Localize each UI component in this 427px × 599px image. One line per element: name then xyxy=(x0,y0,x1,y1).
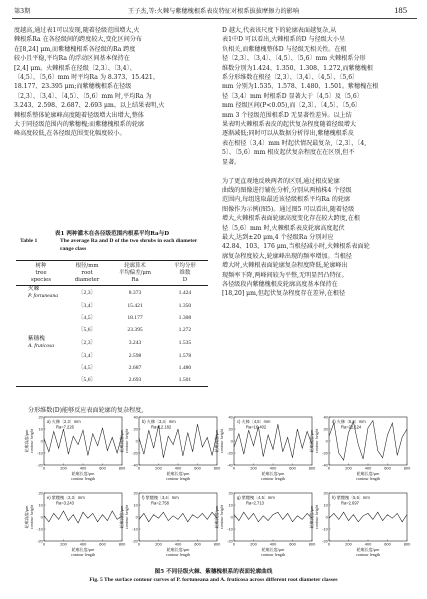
table-row xyxy=(16,286,208,301)
figure-caption-en: Fig. 5 The surface contour curves of P. fortuneana and A. fruticosa across different root diameter classes xyxy=(89,577,338,583)
text-line: 在[8,24] μm,而紫穗槐根系各径级的Ra 跨度 xyxy=(14,45,136,53)
header-diameter-text: 根径/mm root diameter xyxy=(74,263,100,283)
figure-5 xyxy=(0,409,427,567)
panel-ra-e: Ra=3.243 xyxy=(56,500,74,506)
text-line: 18.177、23.395 μm;而紫穗槐根系在径级 xyxy=(14,83,132,91)
x-tick-label: 800 xyxy=(403,465,411,471)
header-diameter xyxy=(66,261,108,286)
text-line: 增大时,火棘根表面轮廓复杂程度降低,轮廓峰出 xyxy=(222,262,348,270)
contour-line-f xyxy=(139,512,217,522)
y-tick-label: -20 xyxy=(132,538,138,544)
cell-ra: 8.373 xyxy=(128,290,142,297)
header-species xyxy=(16,261,66,286)
y-tick-label: -20 xyxy=(322,538,328,544)
cell-diameter: 〔2,3〕 xyxy=(77,340,97,347)
y-axis-label-zh: 轮廓高度/μm xyxy=(309,505,314,529)
x-axis-label-en: contour length xyxy=(165,552,191,557)
x-axis-label-en: contour length xyxy=(355,552,381,557)
y-tick-label: 20 xyxy=(323,426,328,432)
table-row xyxy=(16,324,208,336)
contour-line-h xyxy=(329,512,407,522)
x-axis-label-zh: 轮廓长度/μm xyxy=(71,471,95,476)
x-axis-label-en: contour length xyxy=(70,552,96,557)
y-axis-label-zh: 轮廓高度/μm xyxy=(214,505,219,529)
y-axis-label-en: contour height xyxy=(124,504,129,530)
y-tick-label: 10 xyxy=(38,502,43,508)
x-tick-label: 800 xyxy=(403,541,411,547)
y-tick-label: 20 xyxy=(133,426,138,432)
y-tick-label: 20 xyxy=(228,426,233,432)
text-line: 负相关,而紫穗槐整体D 与径级无相关性。在根 xyxy=(222,45,347,53)
table-row xyxy=(16,350,208,362)
cell-ra: 3.243 xyxy=(128,340,142,347)
y-tick-label: 0 xyxy=(135,514,138,520)
x-axis-label-zh: 轮廓长度/μm xyxy=(356,471,380,476)
cell-d: 1.501 xyxy=(162,374,208,387)
issue-number: 第3期 xyxy=(14,8,31,15)
text-line: D 越大,代表该尺度下的轮廓表面越复杂,从 xyxy=(222,27,337,34)
x-axis-label-en: contour length xyxy=(260,476,286,481)
x-tick-label: 400 xyxy=(79,541,87,547)
text-line: 现频率下降,两峰间较为平整,无明显凹凸特征。 xyxy=(222,271,348,279)
x-tick-label: 800 xyxy=(308,541,316,547)
x-tick-label: 400 xyxy=(269,465,277,471)
y-tick-label: 20 xyxy=(133,490,138,496)
text-line: 表在根径〔3,4〕mm 时起伏情况最复杂,〔2,3〕、〔4, xyxy=(222,139,367,147)
cell-species xyxy=(16,286,66,301)
text-line: 5〕、〔5,6〕mm 根皮起伏复杂程度在在区别,但不 xyxy=(222,149,355,157)
cell-ra: 2.687 xyxy=(128,365,142,372)
x-tick-label: 600 xyxy=(384,465,391,471)
cell-species xyxy=(16,312,66,324)
x-tick-label: 0 xyxy=(327,541,331,547)
y-tick-label: 20 xyxy=(38,490,43,496)
table-title-en-text: The average Ra and D of the two shrubs in each diameter range class xyxy=(60,238,198,252)
panel-title-f: f) 紫穗槐〔3,4〕mm xyxy=(142,495,179,500)
x-tick-label: 0 xyxy=(232,541,236,547)
x-axis-label-zh: 轮廓长度/μm xyxy=(261,547,285,552)
x-tick-label: 0 xyxy=(137,465,141,471)
y-tick-label: 20 xyxy=(323,490,328,496)
x-axis-label-en: contour length xyxy=(165,476,191,481)
y-tick-label: 0 xyxy=(40,514,43,520)
text-line: 径〔5,6〕mm 时,火棘根系表皮轮廓高度起伏 xyxy=(222,224,345,232)
text-line: 显著。 xyxy=(222,158,241,166)
figure-lead-text-content: 分形维数(D)能够反应表面轮廓的复杂程度, xyxy=(28,407,144,414)
table-row xyxy=(16,300,208,312)
x-tick-label: 400 xyxy=(364,541,372,547)
contour-line-e xyxy=(44,511,122,523)
text-line: 廓复杂程度较大,轮廓峰出现的频率增加。当根径 xyxy=(222,252,352,260)
table-row xyxy=(16,362,208,374)
cell-d: 1.424 xyxy=(178,290,192,297)
text-line: 图像作为示例(图5)。通过图5 可以看出,随着径级 xyxy=(222,205,355,213)
x-tick-label: 0 xyxy=(327,465,331,471)
panel-title-a: a) 火棘〔2,3〕mm xyxy=(47,419,81,424)
x-tick-label: 600 xyxy=(194,465,201,471)
y-tick-label: -20 xyxy=(322,450,328,456)
page-number: 185 xyxy=(394,5,407,15)
y-tick-label: -10 xyxy=(37,526,43,532)
table-row xyxy=(16,374,208,387)
cell-diameter: 〔5,6〕 xyxy=(77,327,97,334)
y-tick-label: 0 xyxy=(325,438,328,444)
x-tick-label: 200 xyxy=(60,541,67,547)
y-axis-label-zh: 轮廓高度/μm xyxy=(24,429,29,453)
species-name-latin: A. fruticosa xyxy=(28,343,55,350)
panel-title-b: b) 火棘〔3,4〕mm xyxy=(142,419,176,424)
x-tick-label: 400 xyxy=(174,541,182,547)
x-axis-label-en: contour length xyxy=(260,552,286,557)
x-axis-label-en: contour length xyxy=(355,476,381,481)
y-tick-label: -20 xyxy=(37,462,43,468)
x-tick-label: 0 xyxy=(232,465,236,471)
header-ra-text: 轮廓算术 平均偏差/μm Ra xyxy=(119,263,152,283)
text-line: mm 3 个径级范围根系D 无显著性差异。以上结 xyxy=(222,111,352,119)
y-axis-label-zh: 轮廓高度/μm xyxy=(214,429,219,453)
x-axis-label-zh: 轮廓长度/μm xyxy=(261,471,285,476)
left-column-text xyxy=(14,26,210,139)
panel-ra-a: Ra=7.226 xyxy=(56,424,74,430)
y-tick-label: 40 xyxy=(228,414,233,420)
cell-ra: 18.177 xyxy=(127,315,143,322)
header-ra xyxy=(108,261,162,286)
running-title: 王子杰,等:火棘与紫穗槐根系表皮特征对根系拔拔摩擦力的影响 xyxy=(127,8,300,15)
cell-ra: 2.693 xyxy=(108,374,162,387)
y-tick-label: -10 xyxy=(132,526,138,532)
x-tick-label: 400 xyxy=(269,541,277,547)
cell-d: 1.350 xyxy=(178,303,192,310)
table-title-zh: 表1 两种灌木在各径级范围内根系平均Ra与D xyxy=(54,231,170,237)
panel-ra-f: Ra=2.758 xyxy=(151,500,169,506)
x-axis-label-zh: 轮廓长度/μm xyxy=(71,547,95,552)
x-tick-label: 400 xyxy=(364,465,372,471)
cell-d: 1.578 xyxy=(178,353,192,360)
y-tick-label: 0 xyxy=(40,438,43,444)
text-line: 径〔3,4〕mm 时根系D 显著大于〔4,5〕及〔5,6〕 xyxy=(222,92,363,100)
text-line: 维数分别为1.424、1.350、1.308、1.272,而紫穗槐根 xyxy=(222,64,373,72)
x-tick-label: 0 xyxy=(137,541,141,547)
header-d-text: 平均分形 维数 D xyxy=(174,263,196,283)
x-axis-label-zh: 轮廓长度/μm xyxy=(356,547,380,552)
cell-diameter: 〔3,4〕 xyxy=(77,303,97,310)
x-tick-label: 600 xyxy=(194,541,201,547)
text-line: 果表明火棘根系表皮的起伏复杂程度随着径级增大 xyxy=(222,121,357,129)
y-axis-label-en: contour height xyxy=(314,504,319,530)
text-line xyxy=(222,167,418,176)
text-line: 逐渐减低;同时可以从数据分析得出,紫穗槐根系皮 xyxy=(222,130,354,138)
cell-species xyxy=(16,374,66,387)
text-line: 各径级段内紫穗槐根皮轮廓高度基本保持在 xyxy=(222,280,338,288)
text-line: 42.84、103、176 μm,当根径减小时,火棘根系表面轮 xyxy=(222,243,370,251)
y-tick-label: 40 xyxy=(323,414,328,420)
x-tick-label: 0 xyxy=(42,541,46,547)
y-tick-label: 20 xyxy=(228,490,233,496)
x-tick-label: 600 xyxy=(384,541,391,547)
panel-title-c: c) 火棘〔4,5〕mm xyxy=(237,419,271,424)
cell-species xyxy=(16,336,66,350)
x-tick-label: 200 xyxy=(250,541,257,547)
y-axis-label-zh: 轮廓高度/μm xyxy=(119,429,124,453)
header-rule xyxy=(12,18,417,19)
panel-ra-d: Ra=22.124 xyxy=(341,424,362,430)
y-tick-label: -40 xyxy=(132,462,138,468)
y-tick-label: 10 xyxy=(133,502,138,508)
cell-d: 1.535 xyxy=(178,340,192,347)
x-axis-label-en: contour length xyxy=(70,476,96,481)
text-line: [18,20] μm,但起伏复杂程度存在差异,在根径 xyxy=(222,290,346,298)
y-tick-label: 0 xyxy=(230,514,233,520)
panel-ra-c: Ra=16.402 xyxy=(246,424,267,430)
y-tick-label: -10 xyxy=(322,526,328,532)
cell-d: 1.272 xyxy=(178,327,192,334)
contour-line-g xyxy=(234,512,312,522)
x-tick-label: 400 xyxy=(174,465,182,471)
y-axis-label-en: contour height xyxy=(29,504,34,530)
text-line: 棘根系Ra 在各径级间的跨度较大,变化区间分布 xyxy=(14,36,143,44)
table-1 xyxy=(16,260,208,387)
contour-line-a xyxy=(44,428,122,456)
y-axis-label-en: contour height xyxy=(219,504,224,530)
y-tick-label: 10 xyxy=(228,502,233,508)
text-line: mm 分别为1.535、1.578、1.480、1.501。紫穗槐在根 xyxy=(222,83,379,91)
x-tick-label: 600 xyxy=(289,465,296,471)
table-row xyxy=(16,312,208,324)
text-line: 径〔2,3〕、〔3,4〕、〔4,5〕、〔5,6〕mm 火棘根系分形 xyxy=(222,55,366,63)
text-line: 峰高度较低,在各径级范围变化幅度较小。 xyxy=(14,130,126,138)
cell-species xyxy=(16,324,66,336)
x-tick-label: 600 xyxy=(99,541,106,547)
text-line: 〔2,3〕、〔3,4〕、〔4,5〕、〔5,6〕mm 时,平均Ra 为 xyxy=(14,92,152,100)
y-tick-label: -40 xyxy=(227,462,233,468)
x-tick-label: 200 xyxy=(250,465,257,471)
x-tick-label: 200 xyxy=(60,465,67,471)
species-name-zh: 紫穗槐 xyxy=(28,336,45,343)
text-line: 增大,火棘根系表面轮廓高度变化存在较大跨度,在根 xyxy=(222,215,360,223)
panel-title-h: h) 紫穗槐〔5,6〕mm xyxy=(332,495,370,500)
x-tick-label: 600 xyxy=(99,465,106,471)
y-tick-label: 10 xyxy=(38,426,43,432)
cell-species xyxy=(16,362,66,374)
x-tick-label: 800 xyxy=(118,541,126,547)
cell-d: 1.308 xyxy=(178,315,192,322)
panel-title-d: d) 火棘〔5,6〕mm xyxy=(332,419,366,424)
y-axis-label-en: contour height xyxy=(29,428,34,454)
species-name-latin: P. fortuneana xyxy=(28,293,59,300)
table-label-en: Table 1 xyxy=(20,238,38,244)
x-tick-label: 0 xyxy=(42,465,46,471)
cell-ra: 2.598 xyxy=(128,353,142,360)
y-tick-label: 0 xyxy=(325,514,328,520)
x-tick-label: 200 xyxy=(155,541,162,547)
y-tick-label: -20 xyxy=(132,450,138,456)
text-line: [2,4] μm。火棘根系在径级〔2,3〕、〔3,4〕、 xyxy=(14,64,136,72)
species-name-zh: 火棘 xyxy=(28,286,40,293)
text-line: 为了更直观地反映两者的区别,通过根皮轮廓 xyxy=(222,177,340,185)
panel-ra-b: Ra=12.182 xyxy=(151,424,172,430)
y-axis-label-zh: 轮廓高度/μm xyxy=(119,505,124,529)
panel-title-e: e) 紫穗槐〔2,3〕mm xyxy=(47,495,85,500)
y-axis-label-en: contour height xyxy=(314,428,319,454)
text-line: 范围内,每组选取最近该径级根系平均Ra 的轮廓 xyxy=(222,196,351,204)
x-tick-label: 200 xyxy=(155,465,162,471)
cell-d: 1.480 xyxy=(178,365,192,372)
x-tick-label: 800 xyxy=(118,465,126,471)
y-tick-label: 40 xyxy=(133,414,138,420)
x-tick-label: 400 xyxy=(79,465,87,471)
y-tick-label: -10 xyxy=(227,526,233,532)
text-line: 棘根系整体轮廓峰高度随着径级增大出增大,整体 xyxy=(14,111,144,119)
text-line: 大于同径级范围内的紫穗槐;而紫穗槐根系的轮廓 xyxy=(14,121,145,129)
y-tick-label: 0 xyxy=(135,438,138,444)
table-row xyxy=(16,336,208,350)
text-line: 曲线的图像进行辅佐分析,分别从两植株4 个径级 xyxy=(222,186,352,194)
x-axis-label-zh: 轮廓长度/μm xyxy=(166,471,190,476)
table-header-row xyxy=(16,261,208,286)
y-tick-label: 20 xyxy=(38,414,43,420)
y-tick-label: -20 xyxy=(227,538,233,544)
cell-species xyxy=(16,350,66,362)
text-line: 度越高,通过表1可以发现,随着径级范围增大,火 xyxy=(14,27,140,34)
x-tick-label: 200 xyxy=(345,541,352,547)
cell-diameter: 〔4,5〕 xyxy=(77,315,97,322)
header-species-text: 树种 tree species xyxy=(30,263,51,283)
y-tick-label: -20 xyxy=(227,450,233,456)
x-tick-label: 800 xyxy=(308,465,316,471)
cell-diameter: 〔5,6〕 xyxy=(66,374,108,387)
text-line: 最大,达到±20 μm,4 个径级Ra 分别对应 xyxy=(222,233,334,241)
table-body xyxy=(16,286,208,387)
cell-species xyxy=(16,300,66,312)
y-axis-label-en: contour height xyxy=(219,428,224,454)
y-tick-label: -20 xyxy=(37,538,43,544)
text-line: 3.243、2.598、2.687、2.693 μm。以上结果表明,火 xyxy=(14,102,165,110)
y-axis-label-zh: 轮廓高度/μm xyxy=(24,505,29,529)
text-line: mm 径级区间(P<0.05),而〔2,3〕、〔4,5〕、〔5,6〕 xyxy=(222,102,362,110)
cell-ra: 23.395 xyxy=(127,327,143,334)
text-line: 表1中D 可以看出,火棘根系的D 与径级大小呈 xyxy=(222,36,346,44)
y-axis-label-en: contour height xyxy=(124,428,129,454)
y-tick-label: -40 xyxy=(322,462,328,468)
figure-caption-zh: 图5 不同径级火棘、紫穗槐根系的表面轮廓曲线 xyxy=(154,569,273,575)
text-line: 系分形维数在根径〔2,3〕、〔3,4〕、〔4,5〕、〔5,6〕 xyxy=(222,74,359,82)
header-d xyxy=(162,261,208,286)
x-tick-label: 800 xyxy=(213,465,221,471)
text-line: 〔4,5〕、〔5,6〕mm 时平均Ra 为 8.373、15.421、 xyxy=(14,74,159,82)
x-tick-label: 800 xyxy=(213,541,221,547)
x-tick-label: 200 xyxy=(345,465,352,471)
cell-diameter: 〔2,3〕 xyxy=(77,290,97,297)
cell-ra: 15.421 xyxy=(127,303,143,310)
cell-diameter: 〔4,5〕 xyxy=(77,365,97,372)
y-tick-label: 10 xyxy=(323,502,328,508)
y-tick-label: -10 xyxy=(37,450,43,456)
y-axis-label-zh: 轮廓高度/μm xyxy=(309,429,314,453)
right-column-text xyxy=(222,26,418,299)
panel-title-g: g) 紫穗槐〔4,5〕mm xyxy=(237,495,275,500)
x-axis-label-zh: 轮廓长度/μm xyxy=(166,547,190,552)
text-line: 较小且平稳,平均Ra 的浮动区间基本保持在 xyxy=(14,55,130,63)
x-tick-label: 600 xyxy=(289,541,296,547)
y-tick-label: 0 xyxy=(230,438,233,444)
cell-diameter: 〔3,4〕 xyxy=(77,353,97,360)
panel-ra-h: Ra=2.697 xyxy=(341,500,359,506)
panel-ra-g: Ra=2.713 xyxy=(246,500,264,506)
